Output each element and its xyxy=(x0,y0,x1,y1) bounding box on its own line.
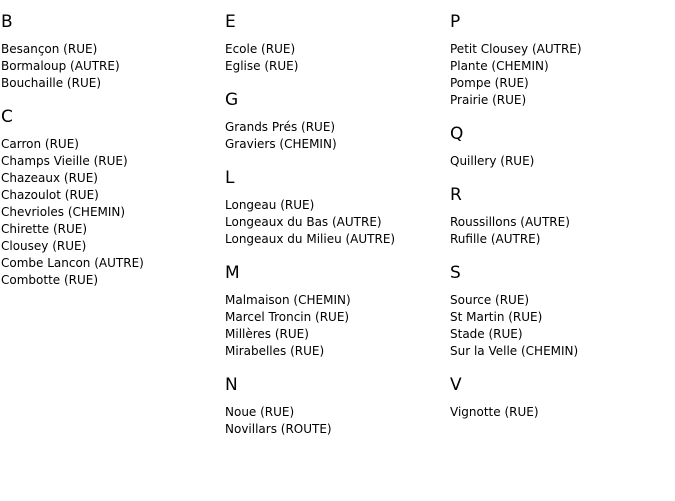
letter-group xyxy=(225,262,445,360)
letter-heading: E xyxy=(225,12,236,32)
street-link[interactable]: Eglise (RUE) xyxy=(225,59,299,73)
letter-heading: S xyxy=(450,263,461,283)
letter-heading: V xyxy=(450,375,462,395)
street-link[interactable]: Vignotte (RUE) xyxy=(450,405,539,419)
letter-group xyxy=(225,11,445,75)
street-link[interactable]: Combe Lancon (AUTRE) xyxy=(1,256,144,270)
street-link[interactable]: Malmaison (CHEMIN) xyxy=(225,293,351,307)
column-2 xyxy=(225,11,445,452)
street-link[interactable]: Grands Prés (RUE) xyxy=(225,120,336,134)
street-link[interactable]: Pompe (RUE) xyxy=(450,76,529,90)
street-link[interactable]: Bouchaille (RUE) xyxy=(1,76,102,90)
letter-group xyxy=(225,89,445,153)
street-link[interactable]: Besançon (RUE) xyxy=(1,42,98,56)
street-link[interactable]: Roussillons (AUTRE) xyxy=(450,215,570,229)
street-link[interactable]: Chirette (RUE) xyxy=(1,222,88,236)
street-link[interactable]: Chazeaux (RUE) xyxy=(1,171,98,185)
street-link[interactable]: Longeaux du Bas (AUTRE) xyxy=(225,215,382,229)
street-link[interactable]: Source (RUE) xyxy=(450,293,530,307)
letter-heading: L xyxy=(225,168,235,188)
letter-heading: Q xyxy=(450,124,464,144)
street-link[interactable]: Combotte (RUE) xyxy=(1,273,99,287)
column-1 xyxy=(1,11,221,303)
street-link[interactable]: Sur la Velle (CHEMIN) xyxy=(450,344,579,358)
letter-group xyxy=(1,11,221,92)
street-link[interactable]: Noue (RUE) xyxy=(225,405,295,419)
letter-heading: P xyxy=(450,12,461,32)
street-link[interactable]: Ecole (RUE) xyxy=(225,42,296,56)
street-link[interactable]: Longeau (RUE) xyxy=(225,198,315,212)
street-link[interactable]: Bormaloup (AUTRE) xyxy=(1,59,120,73)
letter-group xyxy=(450,123,670,170)
street-link[interactable]: Prairie (RUE) xyxy=(450,93,527,107)
letter-group xyxy=(1,106,221,289)
street-link[interactable]: Chevrioles (CHEMIN) xyxy=(1,205,126,219)
letter-group xyxy=(225,167,445,248)
letter-heading: M xyxy=(225,263,240,283)
letter-heading: C xyxy=(1,107,13,127)
street-link[interactable]: Mirabelles (RUE) xyxy=(225,344,325,358)
column-3 xyxy=(450,11,670,435)
street-link[interactable]: Novillars (ROUTE) xyxy=(225,422,332,436)
street-link[interactable]: Stade (RUE) xyxy=(450,327,523,341)
street-link[interactable]: Rufille (AUTRE) xyxy=(450,232,541,246)
street-link[interactable]: Carron (RUE) xyxy=(1,137,79,151)
letter-group xyxy=(450,11,670,109)
letter-group xyxy=(450,374,670,421)
street-link[interactable]: Graviers (CHEMIN) xyxy=(225,137,337,151)
street-link[interactable]: Chazoulot (RUE) xyxy=(1,188,99,202)
letter-heading: R xyxy=(450,185,462,205)
letter-group xyxy=(450,262,670,360)
street-link[interactable]: St Martin (RUE) xyxy=(450,310,543,324)
street-link[interactable]: Longeaux du Milieu (AUTRE) xyxy=(225,232,396,246)
letter-heading: G xyxy=(225,90,239,110)
letter-heading: B xyxy=(1,12,13,32)
street-link[interactable]: Clousey (RUE) xyxy=(1,239,87,253)
letter-group xyxy=(225,374,445,438)
letter-heading: N xyxy=(225,375,238,395)
street-link[interactable]: Quillery (RUE) xyxy=(450,154,535,168)
street-link[interactable]: Petit Clousey (AUTRE) xyxy=(450,42,582,56)
street-link[interactable]: Plante (CHEMIN) xyxy=(450,59,549,73)
street-link[interactable]: Champs Vieille (RUE) xyxy=(1,154,128,168)
letter-group xyxy=(450,184,670,248)
street-link[interactable]: Millères (RUE) xyxy=(225,327,309,341)
street-link[interactable]: Marcel Troncin (RUE) xyxy=(225,310,350,324)
